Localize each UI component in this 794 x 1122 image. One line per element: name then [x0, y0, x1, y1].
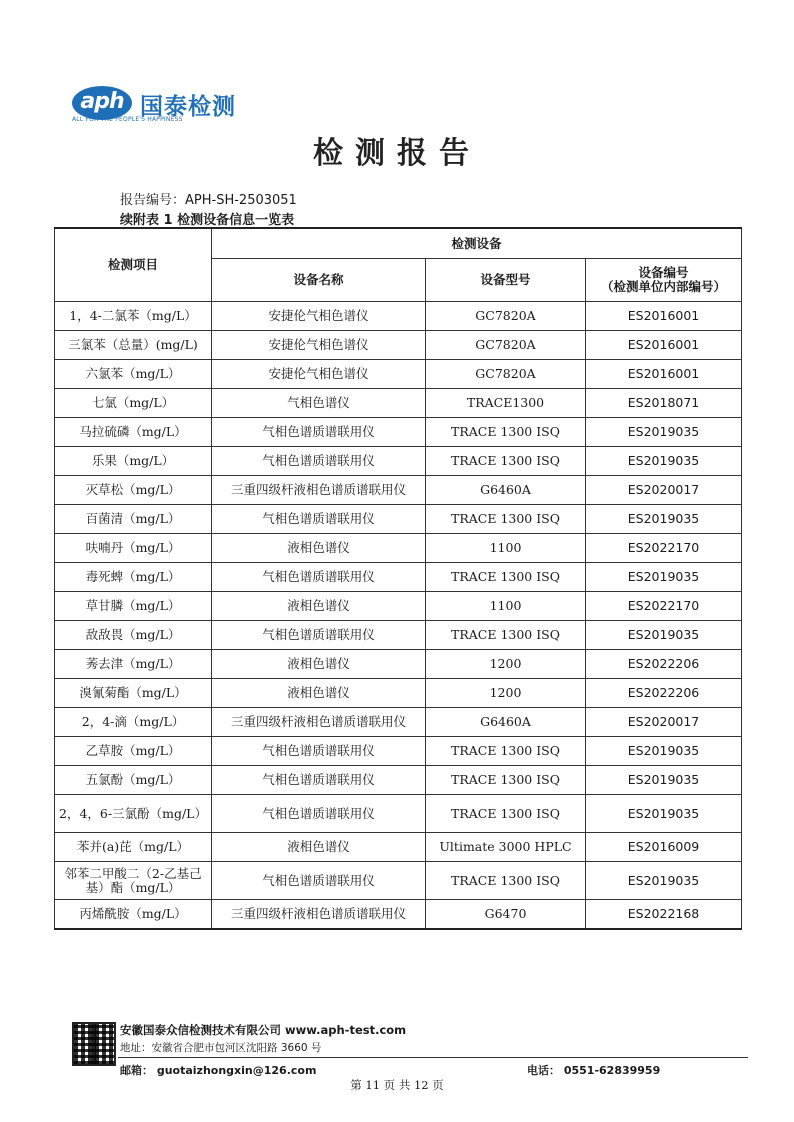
cell-test-item: 溴氰菊酯（mg/L） [55, 679, 212, 708]
cell-equipment-code: ES2019035 [586, 862, 742, 900]
cell-equipment-name: 气相色谱质谱联用仪 [212, 621, 426, 650]
cell-equipment-name: 安捷伦气相色谱仪 [212, 302, 426, 331]
cell-equipment-name: 液相色谱仪 [212, 679, 426, 708]
cell-equipment-code: ES2022170 [586, 592, 742, 621]
cell-equipment-name: 安捷伦气相色谱仪 [212, 331, 426, 360]
qr-code-icon [72, 1022, 116, 1066]
header-equipment-code [586, 259, 742, 302]
cell-equipment-model: 1100 [426, 534, 586, 563]
cell-equipment-model: Ultimate 3000 HPLC [426, 833, 586, 862]
cell-equipment-model: TRACE 1300 ISQ [426, 447, 586, 476]
cell-equipment-code: ES2019035 [586, 737, 742, 766]
report-number: 报告编号：APH-SH-2503051 [120, 193, 297, 208]
header-code-line2: （检测单位内部编号） [601, 279, 727, 294]
cell-test-item: 1，4-二氯苯（mg/L） [55, 302, 212, 331]
cell-equipment-name: 气相色谱质谱联用仪 [212, 563, 426, 592]
logo-slogan: ALL FOR THE PEOPLE'S HAPPINESS [72, 116, 183, 123]
header-equipment: 检测设备 [212, 228, 742, 259]
cell-equipment-code: ES2016009 [586, 833, 742, 862]
cell-equipment-model: GC7820A [426, 302, 586, 331]
cell-test-item: 2，4，6-三氯酚（mg/L） [55, 795, 212, 833]
footer-divider [118, 1057, 748, 1058]
cell-equipment-model: 1200 [426, 650, 586, 679]
cell-test-item: 敌敌畏（mg/L） [55, 621, 212, 650]
footer-email: 邮箱： guotaizhongxin@126.com [120, 1064, 317, 1077]
cell-equipment-name: 三重四级杆液相色谱质谱联用仪 [212, 708, 426, 737]
cell-equipment-code: ES2022170 [586, 534, 742, 563]
table-row [55, 418, 742, 447]
cell-equipment-code: ES2019035 [586, 505, 742, 534]
cell-equipment-model: TRACE 1300 ISQ [426, 862, 586, 900]
cell-equipment-model: 1100 [426, 592, 586, 621]
header-equipment-name: 设备名称 [212, 259, 426, 302]
cell-equipment-code: ES2016001 [586, 360, 742, 389]
cell-test-item: 三氯苯（总量）(mg/L) [55, 331, 212, 360]
cell-equipment-name: 气相色谱质谱联用仪 [212, 795, 426, 833]
cell-equipment-code: ES2022168 [586, 900, 742, 930]
table-row [55, 476, 742, 505]
cell-test-item: 毒死蜱（mg/L） [55, 563, 212, 592]
table-row [55, 833, 742, 862]
cell-equipment-model: G6460A [426, 708, 586, 737]
cell-equipment-code: ES2019035 [586, 418, 742, 447]
cell-test-item: 莠去津（mg/L） [55, 650, 212, 679]
cell-equipment-name: 气相色谱质谱联用仪 [212, 862, 426, 900]
cell-test-item: 呋喃丹（mg/L） [55, 534, 212, 563]
cell-test-item: 草甘膦（mg/L） [55, 592, 212, 621]
cell-equipment-model: GC7820A [426, 360, 586, 389]
table-row [55, 534, 742, 563]
cell-equipment-name: 液相色谱仪 [212, 592, 426, 621]
table-row [55, 795, 742, 833]
cell-equipment-name: 液相色谱仪 [212, 833, 426, 862]
footer-address: 地址：安徽省合肥市包河区沈阳路 3660 号 [120, 1042, 322, 1054]
table-caption: 续附表 1 检测设备信息一览表 [120, 213, 295, 228]
table-row [55, 766, 742, 795]
cell-equipment-code: ES2016001 [586, 302, 742, 331]
cell-equipment-code: ES2019035 [586, 447, 742, 476]
cell-equipment-name: 气相色谱质谱联用仪 [212, 447, 426, 476]
cell-test-item: 七氯（mg/L） [55, 389, 212, 418]
cell-equipment-model: TRACE 1300 ISQ [426, 795, 586, 833]
cell-equipment-code: ES2019035 [586, 621, 742, 650]
cell-equipment-name: 气相色谱质谱联用仪 [212, 766, 426, 795]
cell-equipment-name: 液相色谱仪 [212, 534, 426, 563]
table-row [55, 563, 742, 592]
header-code-line1: 设备编号 [638, 265, 689, 280]
cell-equipment-model: TRACE 1300 ISQ [426, 505, 586, 534]
table-row [55, 592, 742, 621]
cell-test-item: 乙草胺（mg/L） [55, 737, 212, 766]
cell-test-item: 六氯苯（mg/L） [55, 360, 212, 389]
table-row [55, 505, 742, 534]
cell-equipment-name: 气相色谱仪 [212, 389, 426, 418]
cell-equipment-name: 三重四级杆液相色谱质谱联用仪 [212, 900, 426, 930]
table-row [55, 679, 742, 708]
table-row [55, 447, 742, 476]
page-number: 第 11 页 共 12 页 [350, 1078, 444, 1092]
table-body [55, 302, 742, 930]
company-logo [72, 86, 272, 130]
cell-test-item: 2，4-滴（mg/L） [55, 708, 212, 737]
cell-equipment-code: ES2020017 [586, 708, 742, 737]
cell-test-item: 百菌清（mg/L） [55, 505, 212, 534]
cell-equipment-model: TRACE 1300 ISQ [426, 737, 586, 766]
table-row [55, 900, 742, 930]
cell-equipment-model: 1200 [426, 679, 586, 708]
cell-equipment-code: ES2018071 [586, 389, 742, 418]
footer-company: 安徽国泰众信检测技术有限公司 www.aph-test.com [120, 1023, 407, 1037]
cell-test-item: 苯并(a)芘（mg/L） [55, 833, 212, 862]
cell-equipment-name: 液相色谱仪 [212, 650, 426, 679]
cell-test-item: 乐果（mg/L） [55, 447, 212, 476]
cell-equipment-code: ES2019035 [586, 795, 742, 833]
logo-company-name: 国泰检测 [140, 94, 236, 120]
header-equipment-model: 设备型号 [426, 259, 586, 302]
cell-equipment-name: 安捷伦气相色谱仪 [212, 360, 426, 389]
table-row [55, 389, 742, 418]
cell-equipment-name: 三重四级杆液相色谱质谱联用仪 [212, 476, 426, 505]
table-row [55, 737, 742, 766]
cell-equipment-model: TRACE 1300 ISQ [426, 563, 586, 592]
cell-equipment-model: G6470 [426, 900, 586, 930]
cell-equipment-name: 气相色谱质谱联用仪 [212, 505, 426, 534]
table-row [55, 862, 742, 900]
cell-equipment-model: TRACE 1300 ISQ [426, 621, 586, 650]
footer-phone: 电话： 0551-62839959 [527, 1064, 661, 1077]
table-row [55, 360, 742, 389]
cell-equipment-model: TRACE 1300 ISQ [426, 766, 586, 795]
cell-equipment-code: ES2016001 [586, 331, 742, 360]
cell-equipment-model: TRACE1300 [426, 389, 586, 418]
table-row [55, 650, 742, 679]
table-row [55, 331, 742, 360]
cell-test-item: 灭草松（mg/L） [55, 476, 212, 505]
cell-equipment-name: 气相色谱质谱联用仪 [212, 737, 426, 766]
aph-logo-mark: aph [72, 86, 132, 120]
cell-equipment-name: 气相色谱质谱联用仪 [212, 418, 426, 447]
footer [72, 1022, 752, 1082]
equipment-table [54, 227, 742, 930]
cell-equipment-code: ES2019035 [586, 766, 742, 795]
cell-test-item: 邻苯二甲酸二（2-乙基己基）酯（mg/L） [55, 862, 212, 900]
cell-equipment-model: TRACE 1300 ISQ [426, 418, 586, 447]
cell-equipment-model: GC7820A [426, 331, 586, 360]
cell-equipment-code: ES2020017 [586, 476, 742, 505]
cell-equipment-code: ES2022206 [586, 650, 742, 679]
cell-test-item: 五氯酚（mg/L） [55, 766, 212, 795]
table-row [55, 708, 742, 737]
table-row [55, 302, 742, 331]
table-row [55, 621, 742, 650]
header-test-item: 检测项目 [55, 228, 212, 302]
cell-equipment-code: ES2022206 [586, 679, 742, 708]
cell-test-item: 马拉硫磷（mg/L） [55, 418, 212, 447]
report-title: 检测报告 [313, 136, 481, 171]
cell-equipment-model: G6460A [426, 476, 586, 505]
cell-equipment-code: ES2019035 [586, 563, 742, 592]
cell-test-item: 丙烯酰胺（mg/L） [55, 900, 212, 930]
